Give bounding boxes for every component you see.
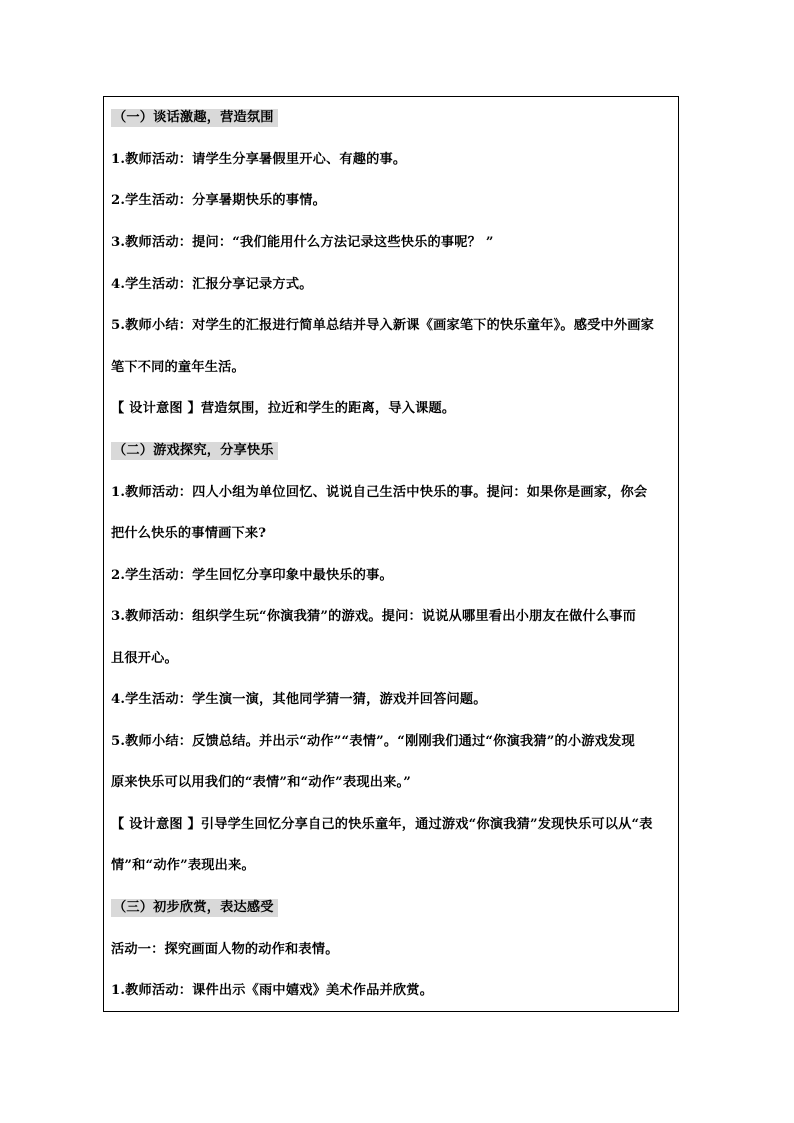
section1-line-2: 2.学生活动：分享暑期快乐的事情。: [111, 193, 326, 208]
section3-line-1: 活动一：探究画面人物的动作和表情。: [111, 942, 339, 957]
section2-line-1: 1.教师活动：四人小组为单位回忆、说说自己生活中快乐的事。提问：如果你是画家，你会: [111, 485, 648, 500]
section1-line-6: 笔下不同的童年生活。: [111, 360, 245, 375]
section2-design-intent: 【 设计意图 】引导学生回忆分享自己的快乐童年，通过游戏“你演我猜”发现快乐可以从“表: [111, 817, 653, 832]
section1-line-5: 5.教师小结：对学生的汇报进行简单总结并导入新课《画家笔下的快乐童年》。感受中外画家: [111, 318, 655, 333]
section1-line-3: 3.教师活动：提问：“我们能用什么方法记录这些快乐的事呢？ ”: [111, 235, 494, 250]
section2-line-5: 且很开心。: [111, 651, 178, 666]
section3-line-2: 1.教师活动：课件出示《雨中嬉戏》美术作品并欣赏。: [111, 983, 434, 998]
section2-line-3: 2.学生活动：学生回忆分享印象中最快乐的事。: [111, 568, 393, 583]
section1-heading: （一）谈话激趣，营造氛围: [111, 109, 278, 127]
lesson-plan-frame: [103, 96, 679, 1012]
section1-design-intent: 【 设计意图 】营造氛围，拉近和学生的距离，导入课题。: [111, 401, 456, 416]
section2-line-2: 把什么快乐的事情画下来?: [111, 526, 267, 541]
section2-line-8: 原来快乐可以用我们的“表情”和“动作”表现出来。”: [111, 775, 412, 790]
section1-heading-line: [111, 109, 672, 127]
section2-line-4: 3.教师活动：组织学生玩“你演我猜”的游戏。提问：说说从哪里看出小朋友在做什么事而: [111, 609, 637, 624]
section2-heading: （二）游戏探究，分享快乐: [111, 442, 278, 460]
section3-heading: （三）初步欣赏，表达感受: [111, 899, 278, 917]
section3-heading-line: [111, 899, 672, 917]
section2-heading-line: [111, 442, 672, 460]
section1-line-1: 1.教师活动：请学生分享暑假里开心、有趣的事。: [111, 152, 407, 167]
section2-line-6: 4.学生活动：学生演一演，其他同学猜一猜，游戏并回答问题。: [111, 692, 487, 707]
section1-line-4: 4.学生活动：汇报分享记录方式。: [111, 277, 313, 292]
section2-design-intent-cont: 情”和“动作”表现出来。: [111, 858, 255, 873]
section2-line-7: 5.教师小结：反馈总结。并出示“动作”“表情”。“刚刚我们通过“你演我猜”的小游戏发现: [111, 734, 635, 749]
